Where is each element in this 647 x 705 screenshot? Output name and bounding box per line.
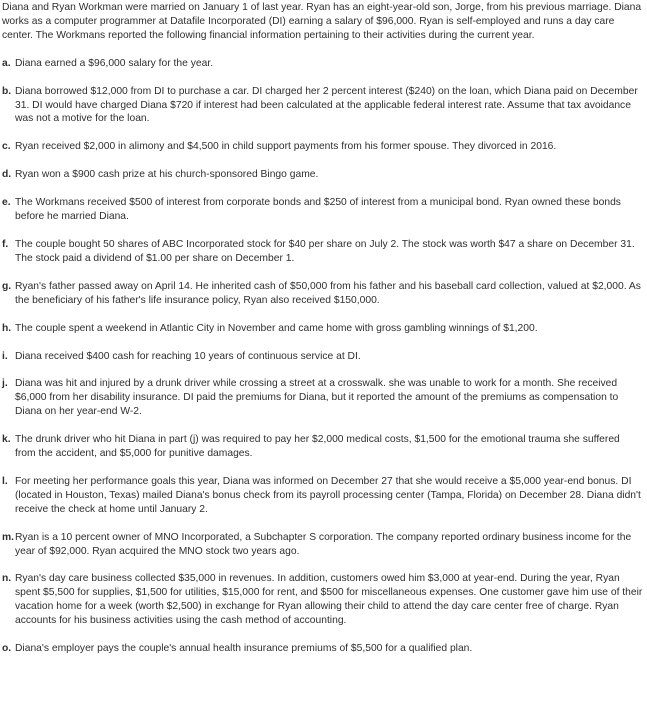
item-text: Ryan is a 10 percent owner of MNO Incorporated, a Subchapter S corporation. The company reported ordinary business income for the year of $92,000. Ryan acquired the MNO stock two years ago. bbox=[15, 531, 632, 557]
list-item-a bbox=[2, 57, 643, 71]
item-text: Ryan's father passed away on April 14. He inherited cash of $50,000 from his father and his baseball card collection, valued at $2,000. As the beneficiary of his father's life insurance policy, Ryan also received $150,000. bbox=[15, 280, 641, 306]
item-letter: d. bbox=[2, 169, 12, 181]
list-item-j bbox=[2, 377, 643, 419]
item-letter: l. bbox=[2, 475, 8, 487]
item-text: The couple spent a weekend in Atlantic City in November and came home with gross gambling winnings of $1,200. bbox=[15, 322, 538, 334]
item-text: Ryan won a $900 cash prize at his church-sponsored Bingo game. bbox=[15, 169, 319, 181]
item-letter: b. bbox=[2, 85, 12, 97]
item-letter: a. bbox=[2, 57, 11, 69]
item-letter: h. bbox=[2, 322, 12, 334]
item-text: Diana borrowed $12,000 from DI to purchase a car. DI charged her 2 percent interest ($240) on the loan, which Diana paid on December 31. DI would have charged Diana $720 if interest had been calculated at the applicable federal interest rate. Assume that tax avoidance was not a motive for the loan. bbox=[15, 85, 638, 125]
item-letter: e. bbox=[2, 197, 11, 209]
intro-paragraph: Diana and Ryan Workman were married on January 1 of last year. Ryan has an eight-year-old son, Jorge, from his previous marriage. Diana works as a computer programmer at Datafile Incorporated (DI) earning a salary of $96,000. Ryan is self-employed and runs a day care center. The Workmans reported the following financial information pertaining to their activities during the current year. bbox=[2, 2, 642, 41]
list-item-h bbox=[2, 322, 643, 336]
list-item-c bbox=[2, 140, 643, 154]
item-text: The Workmans received $500 of interest from corporate bonds and $250 of interest from a municipal bond. Ryan owned these bonds before he married Diana. bbox=[15, 197, 621, 223]
item-letter: o. bbox=[2, 643, 12, 655]
list-item-l bbox=[2, 475, 643, 517]
item-letter: k. bbox=[2, 434, 11, 446]
item-text: Diana was hit and injured by a drunk driver while crossing a street at a crosswalk. she was unable to work for a month. She received $6,000 from her disability insurance. DI paid the premiums for Diana, but it reported the amount of the premiums as compensation to Diana on her year-end W-2. bbox=[15, 378, 619, 418]
list-item-e bbox=[2, 196, 643, 224]
item-text: Ryan's day care business collected $35,000 in revenues. In addition, customers owed him $3,000 at year-end. During the year, Ryan spent $5,500 for supplies, $1,500 for utilities, $15,000 for rent, and $500 for miscellaneous expenses. One customer gave him use of their vacation home for a week (worth $2,500) in exchange for Ryan allowing their child to attend the day care center free of charge. Ryan accounts for his business activities using the cash method of accounting. bbox=[15, 573, 643, 627]
list-item-i bbox=[2, 350, 643, 364]
list-item-m bbox=[2, 531, 643, 559]
item-text: The drunk driver who hit Diana in part (j) was required to pay her $2,000 medical costs, $1,500 for the emotional trauma she suffered from the accident, and $5,000 for punitive damages. bbox=[15, 434, 620, 460]
list-item-o bbox=[2, 642, 643, 656]
list-item-g bbox=[2, 280, 643, 308]
list-item-k bbox=[2, 433, 643, 461]
item-letter: c. bbox=[2, 141, 11, 153]
item-text: For meeting her performance goals this year, Diana was informed on December 27 that she would receive a $5,000 year-end bonus. DI (located in Houston, Texas) mailed Diana's bonus check from its payroll processing center (Tampa, Florida) on December 28. Diana didn't receive the check at home until January 2. bbox=[15, 475, 641, 515]
item-text: Diana earned a $96,000 salary for the year. bbox=[15, 57, 214, 69]
list-item-f bbox=[2, 238, 643, 266]
item-text: Diana's employer pays the couple's annual health insurance premiums of $5,500 for a qualified plan. bbox=[15, 643, 473, 655]
list-item-n bbox=[2, 572, 643, 628]
item-letter: i. bbox=[2, 350, 8, 362]
item-letter: n. bbox=[2, 573, 12, 585]
item-letter: g. bbox=[2, 280, 12, 292]
list-item-d bbox=[2, 168, 643, 182]
item-letter: m. bbox=[2, 531, 15, 543]
item-text: The couple bought 50 shares of ABC Incorporated stock for $40 per share on July 2. The stock was worth $47 a share on December 31. The stock paid a dividend of $1.00 per share on December 1. bbox=[15, 238, 635, 264]
item-text: Ryan received $2,000 in alimony and $4,500 in child support payments from his former spouse. They divorced in 2016. bbox=[15, 141, 557, 153]
item-letter: j. bbox=[2, 378, 8, 390]
item-text: Diana received $400 cash for reaching 10 years of continuous service at DI. bbox=[15, 350, 361, 362]
list-item-b bbox=[2, 85, 643, 127]
item-letter: f. bbox=[2, 238, 9, 250]
